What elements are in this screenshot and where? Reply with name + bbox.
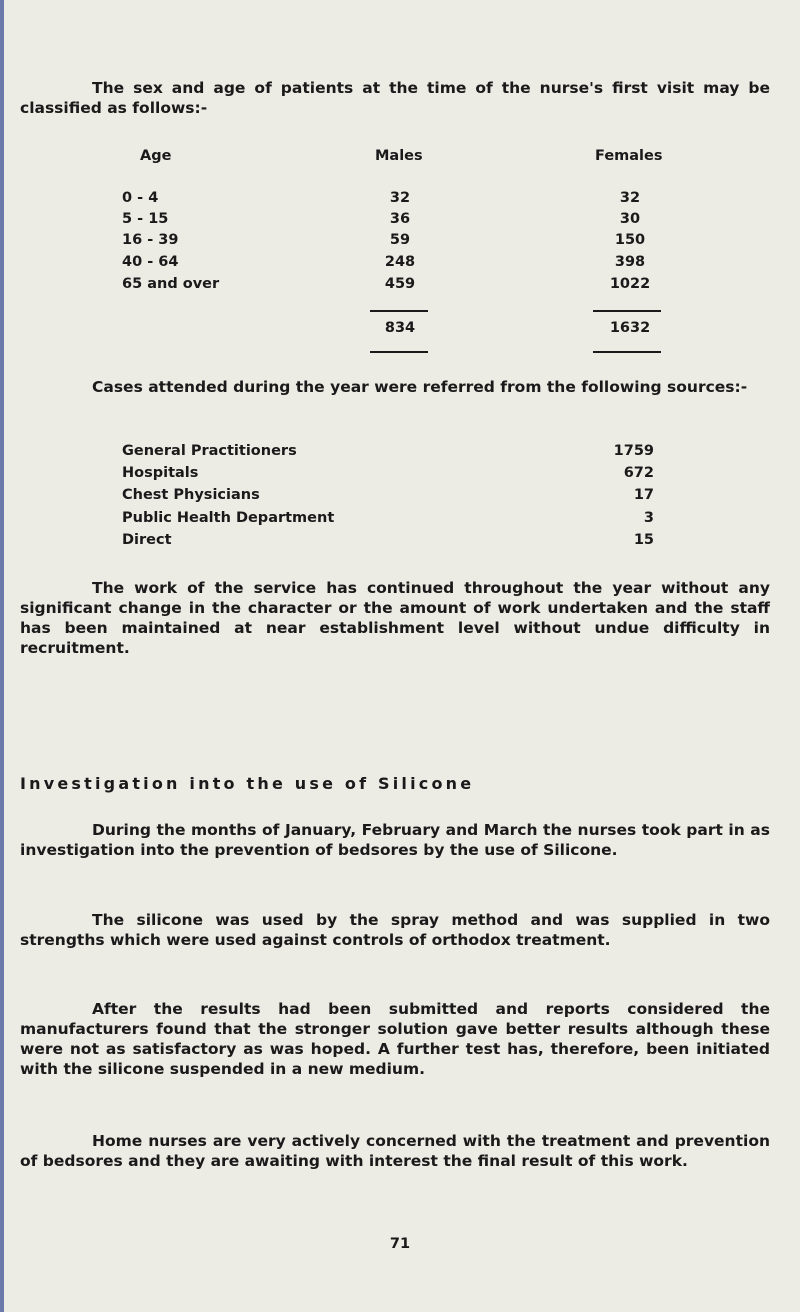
referral-intro: Cases attended during the year were referred from the following sources:- bbox=[92, 378, 748, 396]
males-cell: 248 bbox=[384, 254, 416, 270]
referral-source-count: 672 bbox=[623, 465, 654, 481]
referral-source-name: Hospitals bbox=[122, 465, 199, 481]
silicone-paragraph: During the months of January, February and March the nurses took part in as investigation into the prevention of bedsores by the use of Silicone. bbox=[20, 821, 776, 859]
page-number: 71 bbox=[389, 1236, 411, 1252]
referral-source-name: Direct bbox=[122, 532, 172, 548]
age-cell: 5 - 15 bbox=[122, 211, 169, 227]
females-cell: 30 bbox=[619, 211, 641, 227]
referral-source-count: 17 bbox=[633, 487, 654, 503]
age-cell: 40 - 64 bbox=[122, 254, 179, 270]
referral-source-name: Chest Physicians bbox=[122, 487, 260, 503]
females-total: 1632 bbox=[609, 320, 651, 336]
double-rule-males bbox=[370, 351, 428, 353]
referral-source-count: 3 bbox=[643, 510, 654, 526]
males-cell: 32 bbox=[389, 190, 411, 206]
age-cell: 0 - 4 bbox=[122, 190, 159, 206]
referral-source-name: General Practitioners bbox=[122, 443, 297, 459]
females-column-header: Females bbox=[595, 148, 663, 164]
silicone-paragraph: The silicone was used by the spray method and was supplied in two strengths which were used against controls of orthodox treatment. bbox=[20, 911, 776, 949]
age-cell: 65 and over bbox=[122, 276, 220, 292]
page-edge bbox=[0, 0, 4, 1312]
age-cell: 16 - 39 bbox=[122, 232, 179, 248]
section-heading: Investigation into the use of Silicone bbox=[20, 774, 475, 793]
referral-source-name: Public Health Department bbox=[122, 510, 335, 526]
silicone-paragraph: After the results had been submitted and reports considered the manufacturers found that the stronger solution gave better results although these were not as satisfactory as was hoped. A further test has, therefore, been initiated with the silicone suspended in a new medium. bbox=[20, 1000, 776, 1078]
males-cell: 36 bbox=[389, 211, 411, 227]
total-rule-males bbox=[370, 310, 428, 312]
age-column-header: Age bbox=[140, 148, 172, 164]
females-cell: 1022 bbox=[609, 276, 651, 292]
females-cell: 32 bbox=[619, 190, 641, 206]
females-cell: 398 bbox=[614, 254, 646, 270]
males-cell: 459 bbox=[384, 276, 416, 292]
intro-paragraph: The sex and age of patients at the time of the nurse's first visit may be classified as follows:- bbox=[20, 79, 776, 117]
males-column-header: Males bbox=[375, 148, 423, 164]
double-rule-females bbox=[593, 351, 661, 353]
referral-source-count: 1759 bbox=[613, 443, 654, 459]
total-rule-females bbox=[593, 310, 661, 312]
silicone-paragraph: Home nurses are very actively concerned with the treatment and prevention of bedsores and they are awaiting with interest the final result of this work. bbox=[20, 1132, 776, 1170]
males-cell: 59 bbox=[389, 232, 411, 248]
males-total: 834 bbox=[384, 320, 416, 336]
females-cell: 150 bbox=[614, 232, 646, 248]
referral-source-count: 15 bbox=[633, 532, 654, 548]
work-paragraph: The work of the service has continued throughout the year without any significant change in the character or the amount of work undertaken and the staff has been maintained at near establishment level without undue difficulty in recruitment. bbox=[20, 579, 776, 657]
